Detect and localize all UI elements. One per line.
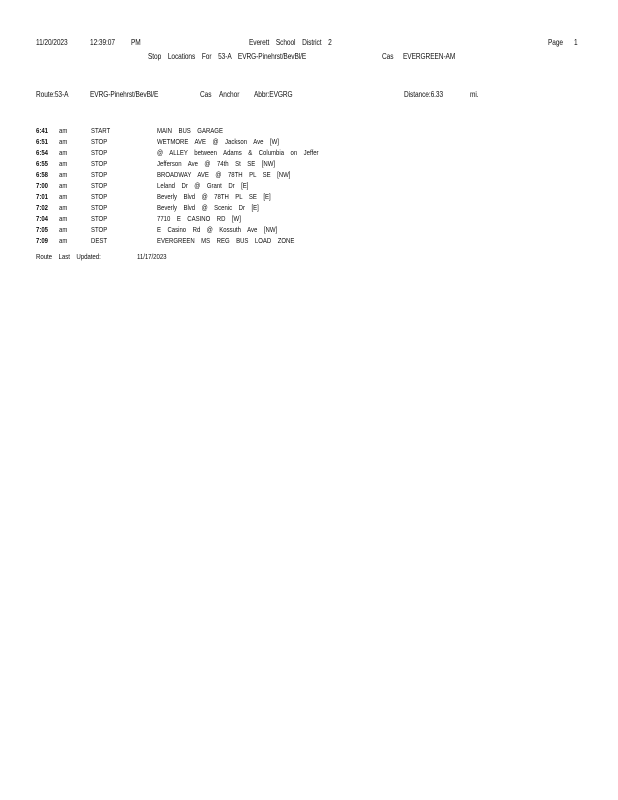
stop-time: 7:04	[36, 214, 49, 223]
stop-location: Beverly Blvd @ Scenic Dr [E]	[157, 203, 259, 212]
stop-type: STOP	[91, 181, 108, 190]
table-row	[0, 236, 618, 247]
footer-label: Route Last Updated:	[36, 252, 101, 261]
route-name: EVRG-Pinehrst/BevBl/E	[90, 90, 159, 99]
report-time: 12:39:07	[90, 38, 115, 47]
route-cas: Cas	[200, 90, 212, 99]
table-row	[0, 225, 618, 236]
stop-location: @ ALLEY between Adams & Columbia on Jeffer	[157, 148, 319, 157]
table-row	[0, 181, 618, 192]
route-distance-unit: mi.	[470, 90, 479, 99]
stop-time: 7:02	[36, 203, 49, 212]
route-distance: Distance:6.33	[404, 90, 444, 99]
route-anchor: Anchor	[219, 90, 240, 99]
stop-location: Leland Dr @ Grant Dr [E]	[157, 181, 249, 190]
stop-type: STOP	[91, 137, 108, 146]
stop-ampm: am	[59, 192, 68, 201]
table-row	[0, 203, 618, 214]
report-meridiem: PM	[131, 38, 141, 47]
stop-type: DEST	[91, 236, 108, 245]
stop-type: STOP	[91, 225, 108, 234]
stop-ampm: am	[59, 236, 68, 245]
stop-location: Beverly Blvd @ 78TH PL SE [E]	[157, 192, 271, 201]
footer-date: 11/17/2023	[137, 252, 167, 261]
stop-time: 7:05	[36, 225, 49, 234]
stop-time: 6:41	[36, 126, 49, 135]
stop-ampm: am	[59, 159, 68, 168]
stop-ampm: am	[59, 148, 68, 157]
table-row	[0, 192, 618, 203]
stop-type: STOP	[91, 203, 108, 212]
stop-time: 6:54	[36, 148, 49, 157]
stop-type: STOP	[91, 148, 108, 157]
stop-location: EVERGREEN MS REG BUS LOAD ZONE	[157, 236, 295, 245]
stop-type: STOP	[91, 170, 108, 179]
stop-time: 6:55	[36, 159, 49, 168]
stop-ampm: am	[59, 137, 68, 146]
stop-type: STOP	[91, 192, 108, 201]
stop-location: BROADWAY AVE @ 78TH PL SE [NW]	[157, 170, 291, 179]
org-line: Everett School District 2	[249, 38, 332, 47]
stop-ampm: am	[59, 126, 68, 135]
stop-time: 6:58	[36, 170, 49, 179]
table-row	[0, 148, 618, 159]
stop-ampm: am	[59, 181, 68, 190]
stop-time: 7:09	[36, 236, 49, 245]
stop-location: WETMORE AVE @ Jackson Ave [W]	[157, 137, 279, 146]
table-row	[0, 137, 618, 148]
page-label: Page	[548, 38, 564, 47]
stop-type: STOP	[91, 214, 108, 223]
page-number: 1	[574, 38, 578, 47]
table-row	[0, 214, 618, 225]
table-row	[0, 126, 618, 137]
route-id: Route:53-A	[36, 90, 69, 99]
stop-location: Jefferson Ave @ 74th St SE [NW]	[157, 159, 276, 168]
stop-ampm: am	[59, 170, 68, 179]
report-date: 11/20/2023	[36, 38, 68, 47]
stop-type: START	[91, 126, 111, 135]
stop-location: 7710 E CASINO RD [W]	[157, 214, 241, 223]
cas-value: EVERGREEN-AM	[403, 52, 456, 61]
stop-time: 7:00	[36, 181, 49, 190]
table-row	[0, 170, 618, 181]
stop-location: E Casino Rd @ Kossuth Ave [NW]	[157, 225, 278, 234]
stop-ampm: am	[59, 225, 68, 234]
stop-time: 6:51	[36, 137, 49, 146]
stop-ampm: am	[59, 203, 68, 212]
table-row	[0, 159, 618, 170]
stop-time: 7:01	[36, 192, 49, 201]
stop-location: MAIN BUS GARAGE	[157, 126, 223, 135]
stop-ampm: am	[59, 214, 68, 223]
cas-label: Cas	[382, 52, 394, 61]
route-abbr: Abbr:EVGRG	[254, 90, 293, 99]
stop-type: STOP	[91, 159, 108, 168]
report-subtitle: Stop Locations For 53-A EVRG-Pinehrst/BevBl/E	[148, 52, 307, 61]
